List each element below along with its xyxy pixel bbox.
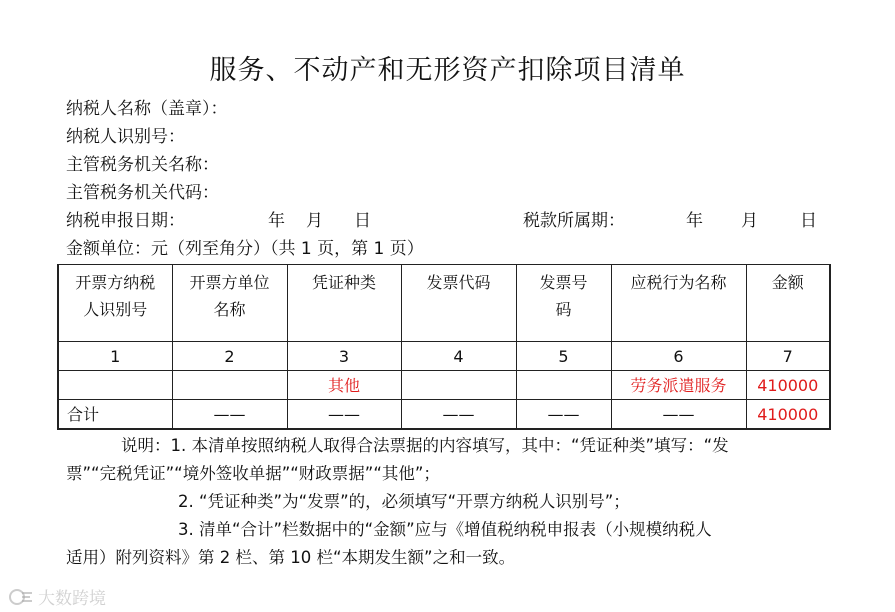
watermark-text: 大数跨境 [38,589,106,609]
table-row [58,371,830,400]
amount-unit-label: 金额单位：元（列至角分）（共 1 页，第 1 页） [66,239,424,259]
declare-date-label: 纳税申报日期： [66,211,185,231]
authority-name-label: 主管税务机关名称： [66,155,219,175]
total-label: 合计 [58,400,172,430]
issuer-taxpayer-id-cell [58,371,172,400]
total-dash: —— [516,400,611,430]
declare-month-label: 月 [306,211,323,231]
taxpayer-name-label: 纳税人名称（盖章）： [66,99,228,119]
note-1-line-2: 票”“完税凭证”“境外签收单据”“财政票据”“其他”； [66,464,440,483]
column-number: 4 [401,342,516,371]
amount-cell: 410000 [746,371,830,400]
column-number: 1 [58,342,172,371]
period-month-label: 月 [741,211,758,231]
period-day-label: 日 [800,211,817,231]
watermark-logo-icon [8,587,34,607]
header-taxable-activity: 应税行为名称 [611,265,746,342]
total-dash: —— [611,400,746,430]
note-2: 2. “凭证种类”为“发票”的，必须填写“开票方纳税人识别号”； [178,492,630,511]
header-voucher-type: 凭证种类 [287,265,401,342]
watermark [8,584,106,609]
header-amount: 金额 [746,265,830,342]
deduction-items-table [57,264,831,430]
invoice-code-cell [401,371,516,400]
declare-year-label: 年 [268,211,285,231]
table-header-row [58,265,830,342]
voucher-type-cell: 其他 [287,371,401,400]
column-number: 6 [611,342,746,371]
header-issuer-name: 开票方单位 名称 [172,265,287,342]
authority-code-label: 主管税务机关代码： [66,183,219,203]
total-dash: —— [401,400,516,430]
note-3-line-2: 适用）附列资料》第 2 栏、第 10 栏“本期发生额”之和一致。 [66,548,516,567]
column-number: 5 [516,342,611,371]
page-title: 服务、不动产和无形资产扣除项目清单 [209,55,686,86]
issuer-name-cell [172,371,287,400]
taxpayer-id-label: 纳税人识别号： [66,127,185,147]
column-number: 3 [287,342,401,371]
header-invoice-number: 发票号 码 [516,265,611,342]
total-row [58,400,830,430]
note-3-line-1: 3. 清单“合计”栏数据中的“金额”应与《增值税纳税申报表（小规模纳税人 [178,520,712,539]
invoice-number-cell [516,371,611,400]
period-year-label: 年 [686,211,703,231]
header-invoice-code: 发票代码 [401,265,516,342]
tax-period-label: 税款所属期： [523,211,625,231]
total-amount: 410000 [746,400,830,430]
column-number: 2 [172,342,287,371]
total-dash: —— [287,400,401,430]
taxable-activity-cell: 劳务派遣服务 [611,371,746,400]
header-issuer-taxpayer-id: 开票方纳税 人识别号 [58,265,172,342]
column-number: 7 [746,342,830,371]
column-number-row [58,342,830,371]
note-1-line-1: 说明：1. 本清单按照纳税人取得合法票据的内容填写，其中：“凭证种类”填写：“发 [121,436,729,455]
total-dash: —— [172,400,287,430]
declare-day-label: 日 [354,211,371,231]
